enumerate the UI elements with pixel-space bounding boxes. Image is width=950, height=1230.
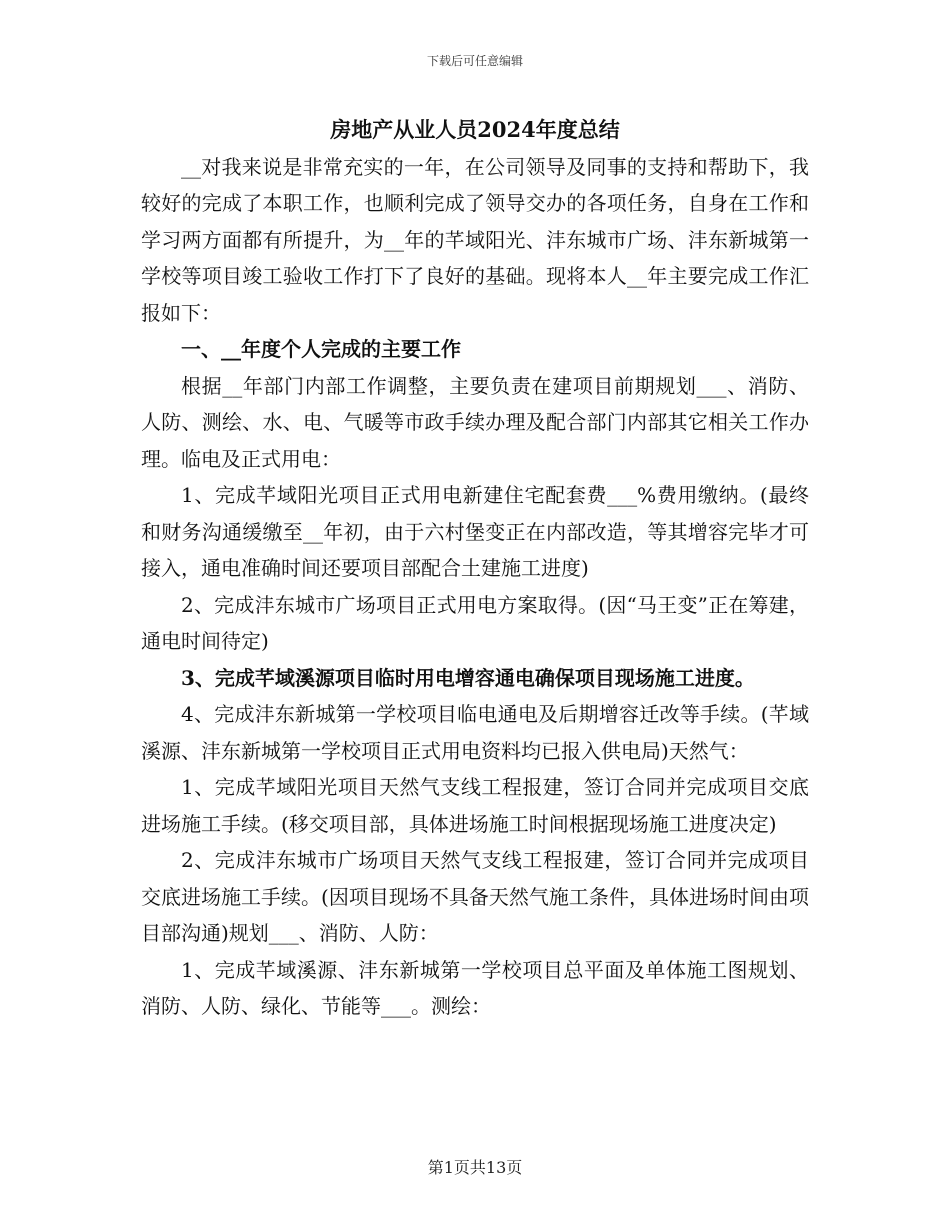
paragraph: 2、完成沣东城市广场项目正式用电方案取得。(因“马王变”正在筹建，通电时间待定): [141, 592, 809, 653]
document-title: 房地产从业人员2024年度总结: [330, 117, 620, 142]
page-footer: 第1页共13页: [427, 1158, 523, 1177]
page-header: 下载后可任意编辑: [426, 54, 523, 68]
paragraph: 根据__年部门内部工作调整，主要负责在建项目前期规划___、消防、人防、测绘、水、电、气暖等市政手续办理及配合部门内部其它相关工作办理。临电及正式用电：: [141, 373, 809, 471]
paragraph: 1、完成芊域阳光项目正式用电新建住宅配套费___%费用缴纳。(最终和财务沟通缓缴至__年初，由于六村堡变正在内部改造，等其增容完毕才可接入，通电准确时间还要项目部配合土建施工进度): [141, 483, 809, 580]
section-heading: 一、__年度个人完成的主要工作: [181, 337, 461, 361]
paragraph: 1、完成芊域溪源、沣东新城第一学校项目总平面及单体施工图规划、消防、人防、绿化、节能等___。测绘：: [141, 957, 809, 1018]
paragraph: 2、完成沣东城市广场项目天然气支线工程报建，签订合同并完成项目交底进场施工手续。(因项目现场不具备天然气施工条件，具体进场时间由项目部沟通)规划___、消防、人防：: [141, 848, 809, 945]
paragraph-list: [141, 149, 809, 1025]
paragraph: 3、完成芊域溪源项目临时用电增容通电确保项目现场施工进度。: [181, 665, 755, 690]
paragraph: 1、完成芊域阳光项目天然气支线工程报建，签订合同并完成项目交底进场施工手续。(移交项目部，具体进场施工时间根据现场施工进度决定): [141, 775, 809, 836]
paragraph: 4、完成沣东新城第一学校项目临电通电及后期增容迁改等手续。(芊域溪源、沣东新城第一学校项目正式用电资料均已报入供电局)天然气：: [141, 702, 809, 763]
document-body: [141, 112, 809, 1025]
paragraph: __对我来说是非常充实的一年，在公司领导及同事的支持和帮助下，我较好的完成了本职工作，也顺利完成了领导交办的各项任务，自身在工作和学习两方面都有所提升，为__年的芊域阳光、沣东城市广场、沣东新城第一学校等项目竣工验收工作打下了良好的基础。现将本人__年主要完成工作汇报如下：: [141, 154, 809, 325]
